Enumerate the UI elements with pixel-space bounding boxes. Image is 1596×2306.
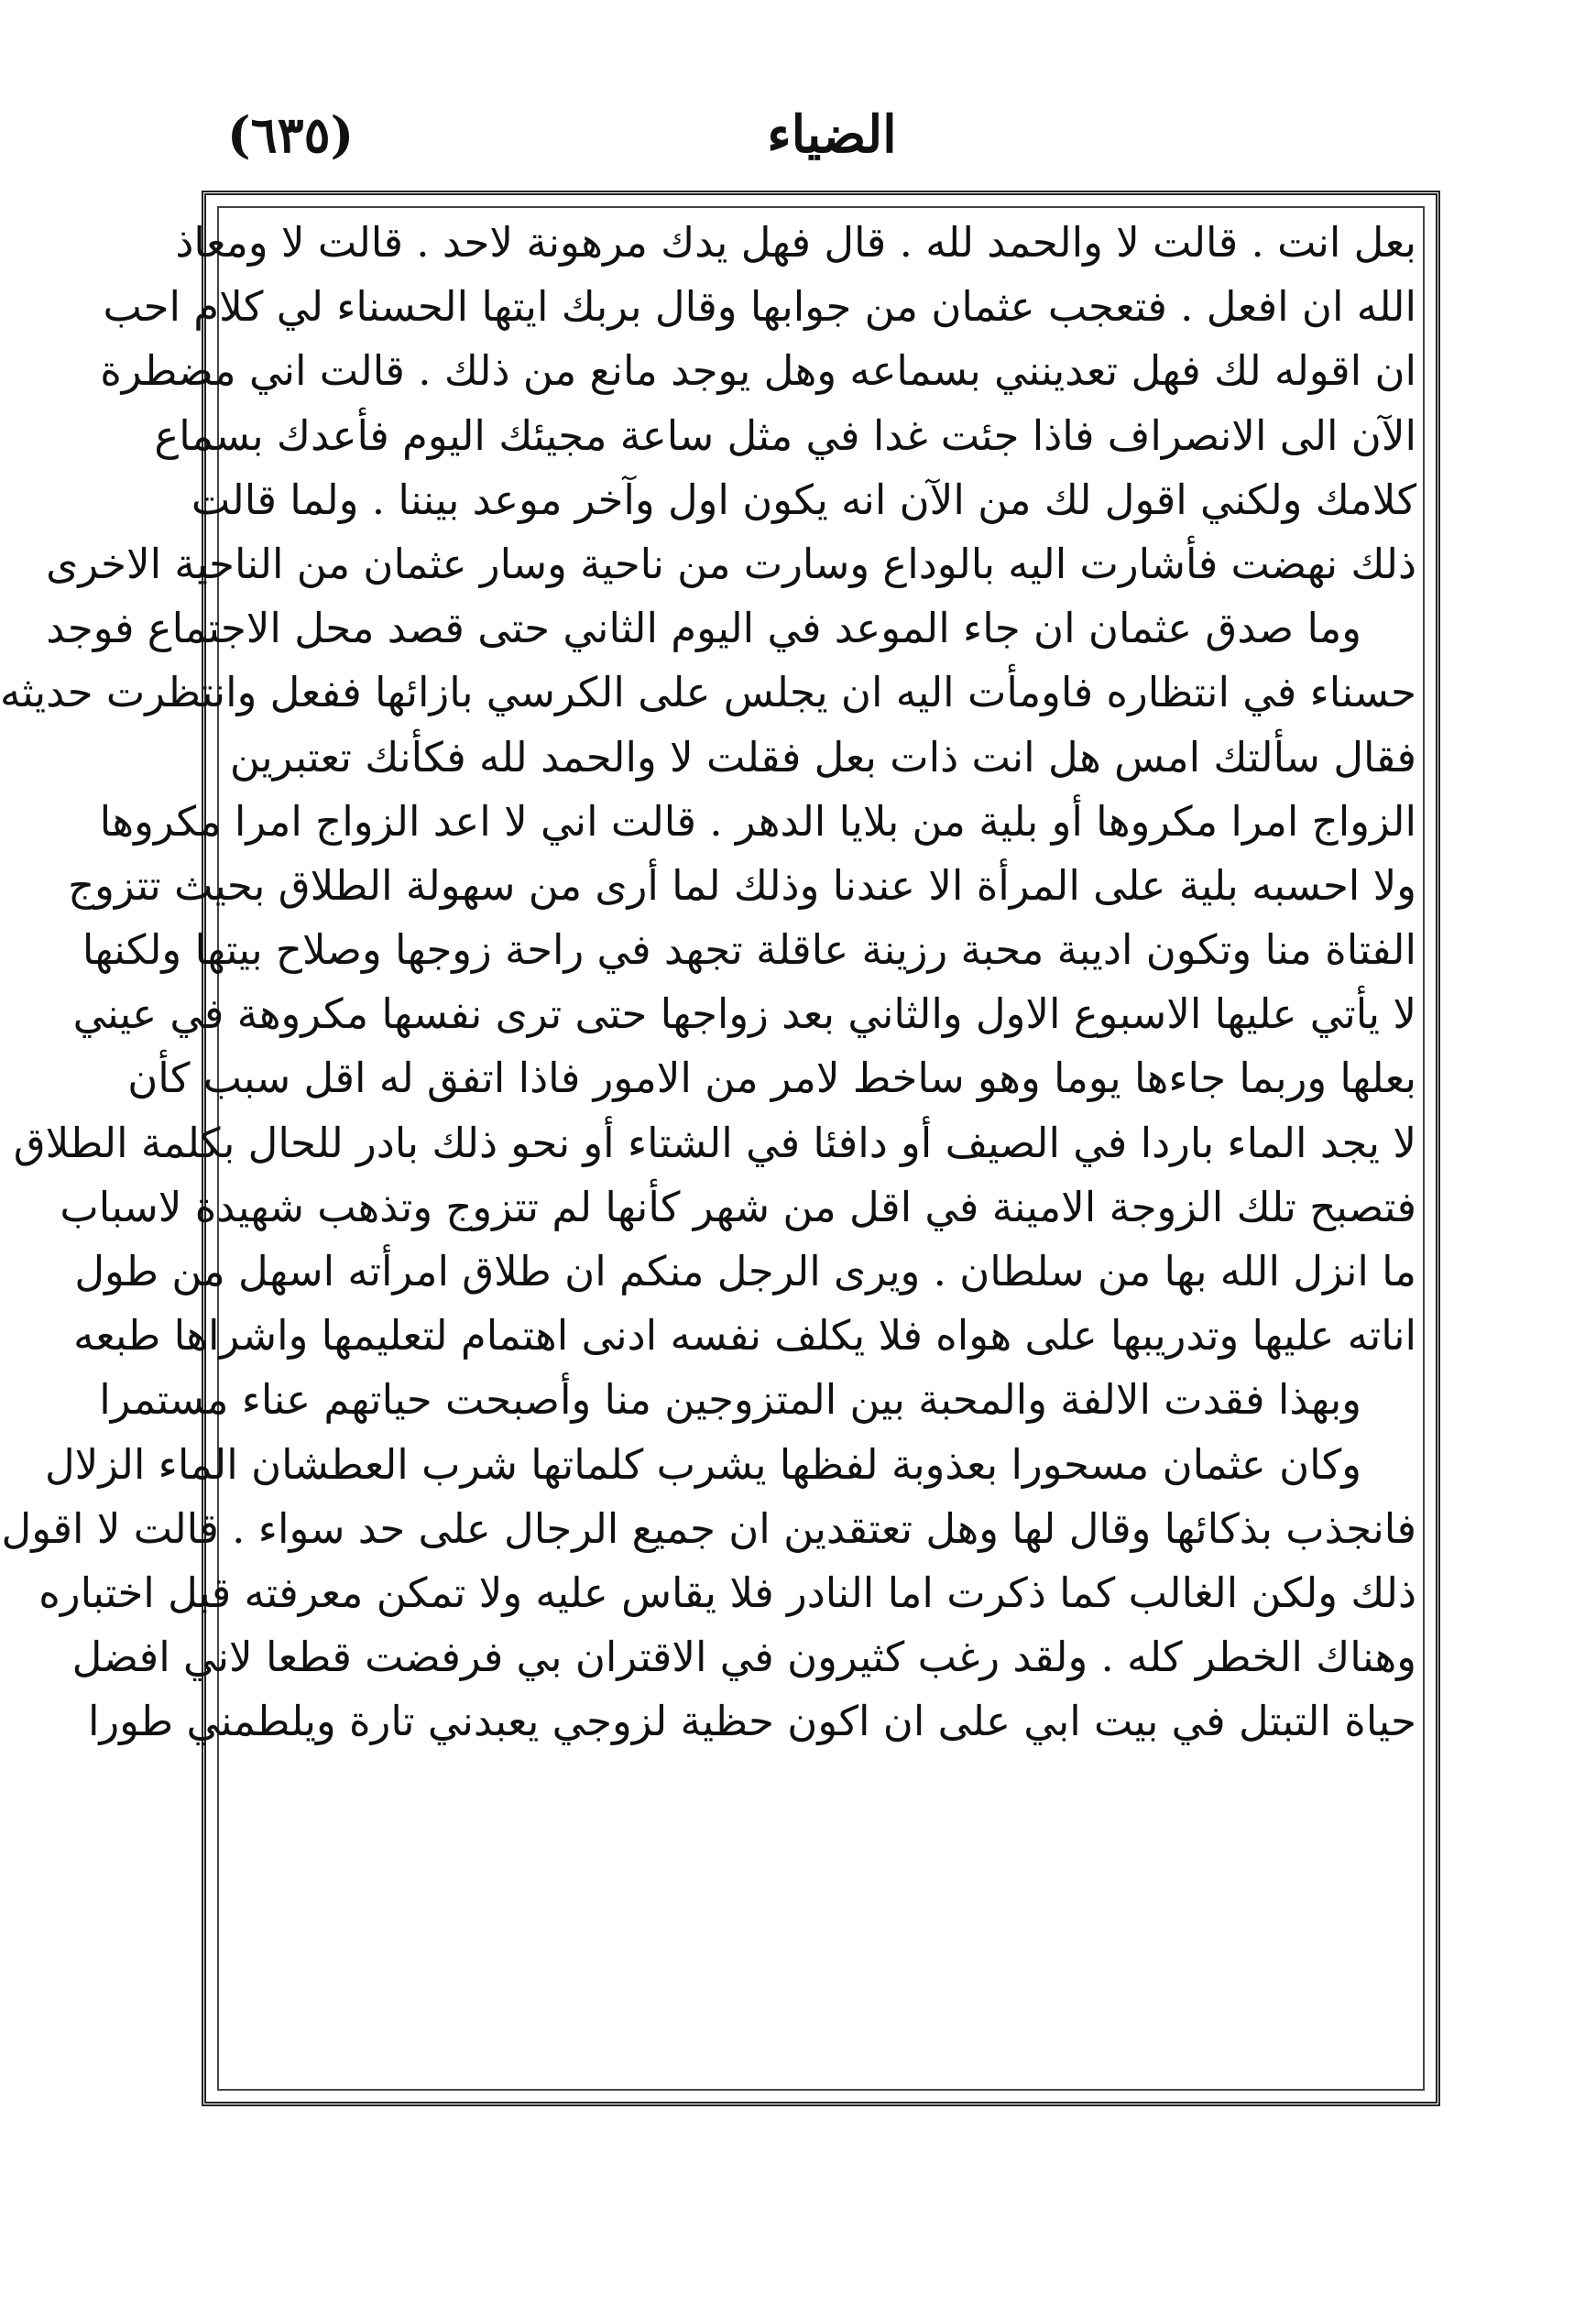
text-line: اناته عليها وتدريبها على هواه فلا يكلف نفسه ادنى اهتمام لتعليمها واشراها طبعه [73, 1311, 1416, 1361]
text-line: وما صدق عثمان ان جاء الموعد في اليوم الثاني حتى قصد محل الاجتماع فوجد [46, 604, 1361, 653]
page-title: الضياء [767, 104, 897, 165]
text-line: فتصبح تلك الزوجة الامينة في اقل من شهر كأنها لم تتزوج وتذهب شهيدة لاسباب [60, 1182, 1416, 1231]
text-line: الفتاة منا وتكون اديبة محبة رزينة عاقلة تجهد في راحة زوجها وصلاح بيتها ولكنها [82, 925, 1416, 975]
text-line: ولا احسبه بلية على المرأة الا عندنا وذلك لما أرى من سهولة الطلاق بحيث تتزوج [68, 860, 1416, 910]
text-line: بعلها وربما جاءها يوما وهو ساخط لامر من الامور فاذا اتفق له اقل سبب كأن [127, 1054, 1416, 1103]
article-text [0, 211, 1416, 2080]
text-line: ما انزل الله بها من سلطان . ويرى الرجل منكم ان طلاق امرأته اسهل من طول [74, 1247, 1416, 1295]
text-line: لا يأتي عليها الاسبوع الاول والثاني بعد زواجها حتى ترى نفسها مكروهة في عيني [72, 989, 1416, 1039]
page-number: (٦٣٥) [227, 105, 355, 164]
text-line: حسناء في انتظاره فاومأت اليه ان يجلس على الكرسي بازائها ففعل وانتظرت حديثه [0, 668, 1416, 717]
text-line: بعل انت . قالت لا والحمد لله . قال فهل يدك مرهونة لاحد . قالت لا ومعاذ [175, 218, 1416, 267]
text-line: فانجذب بذكائها وقال لها وهل تعتقدين ان جميع الرجال على حد سواء . قالت لا اقول [1, 1503, 1416, 1553]
text-line: وهناك الخطر كله . ولقد رغب كثيرون في الاقتران بي فرفضت قطعا لاني افضل [71, 1633, 1416, 1682]
text-line: الزواج امرا مكروها أو بلية من بلايا الدهر . قالت اني لا اعد الزواج امرا مكروها [99, 796, 1416, 846]
text-line: ذلك نهضت فأشارت اليه بالوداع وسارت من ناحية وسار عثمان من الناحية الاخرى [46, 539, 1416, 588]
text-line: حياة التبتل في بيت ابي على ان اكون حظية لزوجي يعبدني تارة ويلطمني طورا [87, 1697, 1416, 1746]
text-line: لا يجد الماء باردا في الصيف أو دافئا في الشتاء أو نحو ذلك بادر للحال بكلمة الطلاق [13, 1118, 1416, 1167]
text-line: فقال سألتك امس هل انت ذات بعل فقلت لا والحمد لله فكأنك تعتبرين [229, 732, 1416, 781]
page-header [227, 96, 1437, 174]
text-line: الآن الى الانصراف فاذا جئت غدا في مثل ساعة مجيئك اليوم فأعدك بسماع [154, 410, 1416, 460]
text-line: ذلك ولكن الغالب كما ذكرت اما النادر فلا يقاس عليه ولا تمكن معرفته قبل اختباره [38, 1568, 1416, 1617]
text-line: الله ان افعل . فتعجب عثمان من جوابها وقال بربك ايتها الحسناء لي كلام احب [103, 282, 1416, 332]
text-line: وكان عثمان مسحورا بعذوبة لفظها يشرب كلماتها شرب العطشان الماء الزلال [44, 1439, 1361, 1489]
text-line: كلامك ولكني اقول لك من الآن انه يكون اول وآخر موعد بيننا . ولما قالت [191, 475, 1416, 524]
text-line: وبهذا فقدت الالفة والمحبة بين المتزوجين منا وأصبحت حياتهم عناء مستمرا [99, 1375, 1361, 1425]
text-line: ان اقوله لك فهل تعدينني بسماعه وهل يوجد مانع من ذلك . قالت اني مضطرة [100, 346, 1416, 396]
